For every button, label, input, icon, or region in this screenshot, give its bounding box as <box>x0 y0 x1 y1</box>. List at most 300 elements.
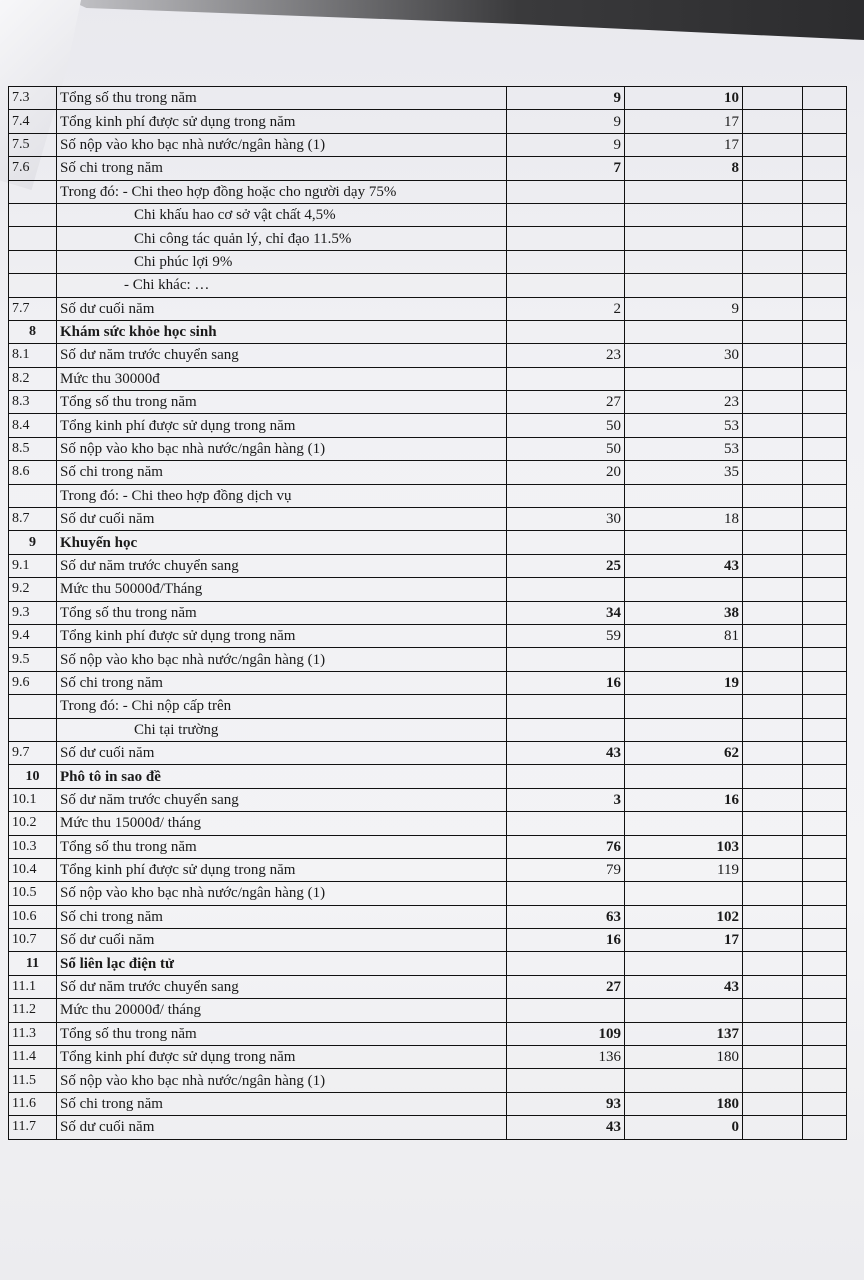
row-code: 10.3 <box>9 835 57 858</box>
empty-cell <box>803 133 847 156</box>
row-label-cell <box>57 952 507 975</box>
table-row <box>9 999 847 1022</box>
empty-cell <box>803 578 847 601</box>
empty-cell <box>803 391 847 414</box>
row-code: 9.1 <box>9 554 57 577</box>
value-prev-year: 109 <box>507 1022 625 1045</box>
empty-cell <box>803 695 847 718</box>
value-current-year: 119 <box>625 858 743 881</box>
table-row <box>9 157 847 180</box>
empty-cell <box>803 461 847 484</box>
value-prev-year: 50 <box>507 437 625 460</box>
value-current-year <box>625 648 743 671</box>
row-code <box>9 203 57 226</box>
row-code: 8.4 <box>9 414 57 437</box>
row-code: 9.4 <box>9 624 57 647</box>
value-current-year <box>625 765 743 788</box>
table-row <box>9 788 847 811</box>
empty-cell <box>743 718 803 741</box>
empty-cell <box>803 741 847 764</box>
value-prev-year <box>507 1069 625 1092</box>
value-current-year: 43 <box>625 975 743 998</box>
row-label: Số dư cuối năm <box>60 745 155 762</box>
row-label: Chi tại trường <box>134 721 219 738</box>
value-prev-year <box>507 812 625 835</box>
value-current-year: 53 <box>625 414 743 437</box>
empty-cell <box>743 180 803 203</box>
value-prev-year <box>507 765 625 788</box>
row-code: 7.4 <box>9 110 57 133</box>
value-prev-year: 93 <box>507 1092 625 1115</box>
row-label: Mức thu 15000đ/ tháng <box>60 815 202 832</box>
row-label: Tổng số thu trong năm <box>60 604 197 621</box>
empty-cell <box>803 554 847 577</box>
row-label: Sổ liên lạc điện tử <box>60 955 175 972</box>
row-label: Số dư năm trước chuyển sang <box>60 347 239 364</box>
value-prev-year: 136 <box>507 1046 625 1069</box>
value-prev-year <box>507 484 625 507</box>
empty-cell <box>743 741 803 764</box>
table-row <box>9 414 847 437</box>
row-code: 11.4 <box>9 1046 57 1069</box>
row-label: Số chi trong năm <box>60 464 163 481</box>
row-label-cell <box>57 180 507 203</box>
value-prev-year: 30 <box>507 508 625 531</box>
row-code: 10.2 <box>9 812 57 835</box>
empty-cell <box>803 601 847 624</box>
row-code <box>9 718 57 741</box>
value-prev-year: 27 <box>507 391 625 414</box>
empty-cell <box>743 531 803 554</box>
empty-cell <box>743 320 803 343</box>
empty-cell <box>803 905 847 928</box>
value-current-year: 17 <box>625 133 743 156</box>
row-label-cell <box>57 578 507 601</box>
row-label: Số nộp vào kho bạc nhà nước/ngân hàng (1) <box>60 441 326 458</box>
empty-cell <box>803 624 847 647</box>
table-row <box>9 695 847 718</box>
table-row <box>9 929 847 952</box>
value-current-year: 38 <box>625 601 743 624</box>
row-code: 8.7 <box>9 508 57 531</box>
row-code: 9.2 <box>9 578 57 601</box>
empty-cell <box>803 203 847 226</box>
row-label-cell <box>57 929 507 952</box>
value-prev-year: 23 <box>507 344 625 367</box>
empty-cell <box>743 110 803 133</box>
row-label-cell <box>57 718 507 741</box>
table-row <box>9 274 847 297</box>
table-row <box>9 227 847 250</box>
row-label: Tổng kinh phí được sử dụng trong năm <box>60 113 296 130</box>
empty-cell <box>743 414 803 437</box>
value-current-year <box>625 227 743 250</box>
row-label: Tổng số thu trong năm <box>60 838 197 855</box>
row-label-cell <box>57 110 507 133</box>
empty-cell <box>743 601 803 624</box>
row-label-cell <box>57 227 507 250</box>
empty-cell <box>743 391 803 414</box>
value-prev-year <box>507 578 625 601</box>
table-row <box>9 437 847 460</box>
value-current-year: 53 <box>625 437 743 460</box>
table-row <box>9 905 847 928</box>
table-row <box>9 344 847 367</box>
empty-cell <box>803 882 847 905</box>
value-current-year <box>625 250 743 273</box>
empty-cell <box>743 554 803 577</box>
row-label-cell <box>57 741 507 764</box>
row-label-cell <box>57 320 507 343</box>
value-current-year: 81 <box>625 624 743 647</box>
row-label-cell <box>57 1046 507 1069</box>
row-label-cell <box>57 437 507 460</box>
row-label-cell <box>57 788 507 811</box>
value-prev-year <box>507 952 625 975</box>
value-prev-year: 16 <box>507 929 625 952</box>
value-prev-year: 9 <box>507 87 625 110</box>
row-label-cell <box>57 133 507 156</box>
empty-cell <box>743 1046 803 1069</box>
table-row <box>9 484 847 507</box>
row-code: 11 <box>9 952 57 975</box>
empty-cell <box>803 718 847 741</box>
value-current-year: 180 <box>625 1046 743 1069</box>
value-prev-year <box>507 531 625 554</box>
section-row <box>9 765 847 788</box>
row-label-cell <box>57 461 507 484</box>
empty-cell <box>743 929 803 952</box>
value-prev-year <box>507 203 625 226</box>
row-label: Số chi trong năm <box>60 160 163 177</box>
value-current-year <box>625 695 743 718</box>
row-label: Mức thu 50000đ/Tháng <box>60 581 203 598</box>
value-current-year: 103 <box>625 835 743 858</box>
empty-cell <box>803 414 847 437</box>
value-prev-year: 20 <box>507 461 625 484</box>
row-label-cell <box>57 999 507 1022</box>
empty-cell <box>743 765 803 788</box>
table-row <box>9 1092 847 1115</box>
row-label: Tổng kinh phí được sử dụng trong năm <box>60 1049 296 1066</box>
value-current-year <box>625 531 743 554</box>
row-label-cell <box>57 1069 507 1092</box>
value-current-year <box>625 203 743 226</box>
row-label-cell <box>57 695 507 718</box>
value-current-year <box>625 484 743 507</box>
empty-cell <box>743 695 803 718</box>
empty-cell <box>743 905 803 928</box>
value-current-year <box>625 882 743 905</box>
row-label: Số chi trong năm <box>60 1095 163 1112</box>
row-code: 10.1 <box>9 788 57 811</box>
table-row <box>9 624 847 647</box>
row-code: 10.6 <box>9 905 57 928</box>
row-code: 8.6 <box>9 461 57 484</box>
value-prev-year: 79 <box>507 858 625 881</box>
row-label-cell <box>57 835 507 858</box>
row-code: 11.7 <box>9 1116 57 1139</box>
row-code: 10.7 <box>9 929 57 952</box>
empty-cell <box>743 461 803 484</box>
empty-cell <box>803 320 847 343</box>
table-row <box>9 297 847 320</box>
row-code: 8.2 <box>9 367 57 390</box>
value-prev-year <box>507 274 625 297</box>
row-label: Số nộp vào kho bạc nhà nước/ngân hàng (1) <box>60 136 326 153</box>
empty-cell <box>803 157 847 180</box>
section-row <box>9 320 847 343</box>
table-row <box>9 975 847 998</box>
row-code: 9 <box>9 531 57 554</box>
value-current-year <box>625 952 743 975</box>
table-row <box>9 133 847 156</box>
value-prev-year <box>507 320 625 343</box>
empty-cell <box>743 157 803 180</box>
table-row <box>9 391 847 414</box>
empty-cell <box>743 1022 803 1045</box>
table-row <box>9 882 847 905</box>
row-label-cell <box>57 250 507 273</box>
row-label: Trong đó: - Chi nộp cấp trên <box>60 698 232 715</box>
row-label: Tổng kinh phí được sử dụng trong năm <box>60 862 296 879</box>
empty-cell <box>743 671 803 694</box>
row-code: 7.6 <box>9 157 57 180</box>
value-current-year: 8 <box>625 157 743 180</box>
table-row <box>9 250 847 273</box>
row-code <box>9 250 57 273</box>
value-prev-year: 34 <box>507 601 625 624</box>
value-current-year: 62 <box>625 741 743 764</box>
row-label-cell <box>57 812 507 835</box>
table-row <box>9 718 847 741</box>
empty-cell <box>743 975 803 998</box>
value-current-year: 180 <box>625 1092 743 1115</box>
empty-cell <box>803 858 847 881</box>
row-code: 11.5 <box>9 1069 57 1092</box>
empty-cell <box>743 344 803 367</box>
empty-cell <box>803 227 847 250</box>
table-row <box>9 1069 847 1092</box>
value-prev-year: 7 <box>507 157 625 180</box>
value-prev-year <box>507 695 625 718</box>
empty-cell <box>743 203 803 226</box>
table-row <box>9 508 847 531</box>
table-row <box>9 741 847 764</box>
empty-cell <box>743 858 803 881</box>
empty-cell <box>803 788 847 811</box>
table-row <box>9 578 847 601</box>
value-prev-year: 43 <box>507 741 625 764</box>
table-row <box>9 203 847 226</box>
row-label: Số dư năm trước chuyển sang <box>60 558 239 574</box>
value-current-year: 35 <box>625 461 743 484</box>
empty-cell <box>743 1116 803 1139</box>
value-current-year: 18 <box>625 508 743 531</box>
row-label: Số dư năm trước chuyển sang <box>60 791 239 808</box>
value-prev-year <box>507 999 625 1022</box>
empty-cell <box>743 1069 803 1092</box>
row-code: 10 <box>9 765 57 788</box>
row-code <box>9 180 57 203</box>
row-label-cell <box>57 858 507 881</box>
value-prev-year <box>507 367 625 390</box>
value-current-year <box>625 180 743 203</box>
row-label: Số chi trong năm <box>60 908 163 925</box>
row-code: 9.6 <box>9 671 57 694</box>
empty-cell <box>803 1092 847 1115</box>
row-label: Khuyến học <box>60 534 138 551</box>
value-prev-year: 2 <box>507 297 625 320</box>
empty-cell <box>743 133 803 156</box>
row-label: Mức thu 20000đ/ tháng <box>60 1002 202 1019</box>
value-current-year: 9 <box>625 297 743 320</box>
row-code <box>9 695 57 718</box>
value-prev-year: 9 <box>507 133 625 156</box>
value-prev-year: 9 <box>507 110 625 133</box>
table-row <box>9 835 847 858</box>
empty-cell <box>803 484 847 507</box>
value-current-year <box>625 274 743 297</box>
empty-cell <box>803 812 847 835</box>
row-label: Số dư cuối năm <box>60 511 155 528</box>
value-prev-year <box>507 648 625 671</box>
row-label: Chi khấu hao cơ sở vật chất 4,5% <box>134 207 336 224</box>
row-code: 9.5 <box>9 648 57 671</box>
table-row <box>9 812 847 835</box>
row-label-cell <box>57 905 507 928</box>
value-current-year: 19 <box>625 671 743 694</box>
row-label-cell <box>57 297 507 320</box>
value-current-year <box>625 718 743 741</box>
value-current-year: 17 <box>625 110 743 133</box>
empty-cell <box>743 87 803 110</box>
row-label-cell <box>57 601 507 624</box>
empty-cell <box>743 624 803 647</box>
table-row <box>9 554 847 577</box>
empty-cell <box>803 952 847 975</box>
row-label: Số nộp vào kho bạc nhà nước/ngân hàng (1) <box>60 885 326 902</box>
row-label: Số chi trong năm <box>60 674 163 691</box>
row-code: 9.7 <box>9 741 57 764</box>
row-label: Số dư cuối năm <box>60 1119 155 1136</box>
value-prev-year: 25 <box>507 554 625 577</box>
table-row <box>9 180 847 203</box>
empty-cell <box>743 227 803 250</box>
value-prev-year: 76 <box>507 835 625 858</box>
table-row <box>9 1022 847 1045</box>
table-row <box>9 1046 847 1069</box>
row-code <box>9 484 57 507</box>
empty-cell <box>803 110 847 133</box>
empty-cell <box>803 87 847 110</box>
row-label: Tổng kinh phí được sử dụng trong năm <box>60 628 296 645</box>
table-row <box>9 461 847 484</box>
row-label-cell <box>57 671 507 694</box>
row-label-cell <box>57 157 507 180</box>
section-row <box>9 531 847 554</box>
empty-cell <box>743 437 803 460</box>
row-label-cell <box>57 648 507 671</box>
table-row <box>9 601 847 624</box>
table-row <box>9 87 847 110</box>
row-code: 9.3 <box>9 601 57 624</box>
value-prev-year <box>507 250 625 273</box>
value-prev-year: 43 <box>507 1116 625 1139</box>
value-current-year <box>625 1069 743 1092</box>
row-label: Tổng số thu trong năm <box>60 1025 197 1042</box>
value-prev-year <box>507 882 625 905</box>
empty-cell <box>803 180 847 203</box>
empty-cell <box>803 1116 847 1139</box>
empty-cell <box>803 671 847 694</box>
empty-cell <box>803 297 847 320</box>
value-prev-year: 50 <box>507 414 625 437</box>
row-label-cell <box>57 367 507 390</box>
row-label-cell <box>57 274 507 297</box>
row-label: Tổng kinh phí được sử dụng trong năm <box>60 417 296 434</box>
section-row <box>9 952 847 975</box>
empty-cell <box>743 250 803 273</box>
table-row <box>9 671 847 694</box>
row-label-cell <box>57 975 507 998</box>
empty-cell <box>743 274 803 297</box>
row-code: 11.1 <box>9 975 57 998</box>
row-code: 10.5 <box>9 882 57 905</box>
budget-table-body <box>9 87 847 1140</box>
row-code: 7.7 <box>9 297 57 320</box>
row-label: Số nộp vào kho bạc nhà nước/ngân hàng (1) <box>60 1072 326 1089</box>
empty-cell <box>803 250 847 273</box>
value-prev-year <box>507 718 625 741</box>
row-label-cell <box>57 554 507 577</box>
row-label: Số dư năm trước chuyển sang <box>60 979 239 996</box>
row-label-cell <box>57 484 507 507</box>
table-row <box>9 858 847 881</box>
empty-cell <box>743 952 803 975</box>
value-current-year <box>625 320 743 343</box>
row-label: Số nộp vào kho bạc nhà nước/ngân hàng (1) <box>60 651 326 668</box>
row-label: Tổng số thu trong năm <box>60 394 197 411</box>
row-label: Phô tô in sao đề <box>60 768 161 785</box>
value-prev-year: 59 <box>507 624 625 647</box>
value-current-year: 137 <box>625 1022 743 1045</box>
row-label-cell <box>57 414 507 437</box>
budget-table <box>8 86 847 1140</box>
empty-cell <box>743 999 803 1022</box>
empty-cell <box>803 929 847 952</box>
empty-cell <box>743 484 803 507</box>
row-label-cell <box>57 203 507 226</box>
row-label-cell <box>57 624 507 647</box>
empty-cell <box>803 1046 847 1069</box>
row-label-cell <box>57 344 507 367</box>
empty-cell <box>803 508 847 531</box>
row-label: Chi phúc lợi 9% <box>134 253 233 270</box>
empty-cell <box>803 531 847 554</box>
empty-cell <box>743 578 803 601</box>
value-current-year <box>625 367 743 390</box>
value-prev-year: 63 <box>507 905 625 928</box>
row-label-cell <box>57 87 507 110</box>
empty-cell <box>743 788 803 811</box>
empty-cell <box>803 274 847 297</box>
empty-cell <box>743 835 803 858</box>
empty-cell <box>803 437 847 460</box>
empty-cell <box>803 765 847 788</box>
value-prev-year <box>507 180 625 203</box>
row-code: 7.5 <box>9 133 57 156</box>
